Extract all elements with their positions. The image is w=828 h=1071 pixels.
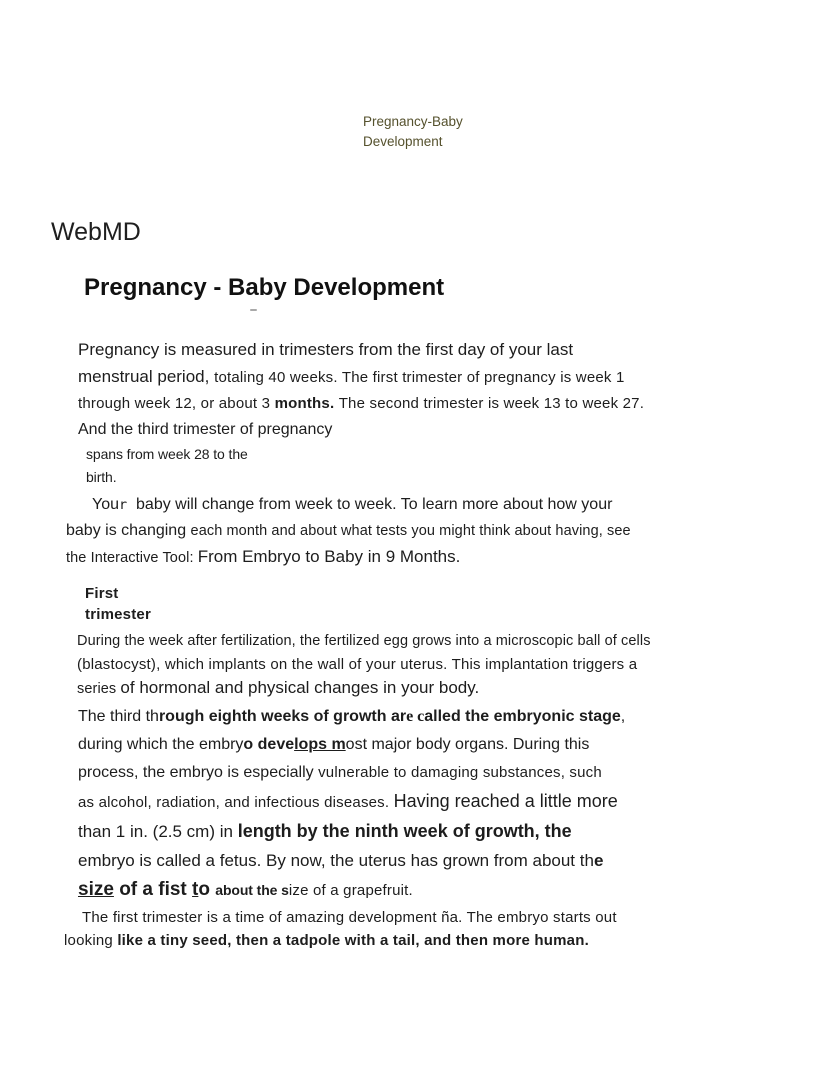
text-line — [77, 629, 651, 653]
text-run: as alcohol, radiation, and infectious diseases. — [78, 794, 394, 811]
text-run: process, the embryo is especially — [78, 764, 319, 781]
text-run: each month and about what tests you might think about having, see — [190, 523, 631, 539]
text-line — [78, 466, 644, 489]
text-line — [66, 544, 631, 571]
text-line — [78, 817, 625, 847]
text-run: baby is changing — [66, 522, 191, 539]
text-line — [78, 364, 644, 391]
text-run: o deve — [243, 736, 295, 753]
text-run: From Embryo to Baby in 9 Months. — [197, 547, 461, 566]
running-header — [363, 112, 463, 152]
text-run: length by the ninth week of growth, the — [237, 821, 572, 841]
text-line — [78, 847, 625, 876]
text-run: like a tiny seed, then a tadpole with a tail, and then more human. — [117, 932, 589, 949]
text-line — [78, 391, 644, 417]
smudge-mark — [250, 309, 257, 311]
paragraph-embryonic-stage — [78, 703, 625, 905]
running-header-line2: Development — [363, 134, 443, 149]
text-line — [66, 518, 631, 544]
text-run: r — [119, 497, 128, 513]
text-run: o — [198, 879, 216, 900]
text-run: lops m — [294, 736, 346, 753]
text-run: of hormonal and physical changes in your body. — [120, 678, 480, 697]
running-header-line1: Pregnancy-Baby — [363, 114, 463, 129]
text-run: ost major body organs. During this — [345, 736, 590, 753]
text-line — [77, 676, 651, 701]
text-line — [64, 929, 617, 952]
text-line — [77, 653, 651, 676]
paragraph-amazing-development — [64, 906, 617, 952]
text-run: alled the embryonic stage — [424, 708, 621, 725]
text-line — [78, 759, 625, 787]
text-run: birth. — [86, 469, 117, 485]
text-line — [78, 417, 644, 443]
text-run: baby will change from week to week. To learn more about how your — [127, 496, 613, 513]
paragraph-fertilization — [77, 629, 651, 701]
text-run: totaling 40 weeks. The first trimester of pregnancy is week 1 — [214, 369, 625, 386]
text-line — [78, 703, 625, 731]
text-run: First — [85, 585, 119, 602]
text-run: rough eighth weeks of growth ar — [158, 708, 407, 725]
text-run: the Interactive Tool: — [66, 550, 198, 566]
text-run: than 1 in. (2.5 cm) in — [78, 822, 238, 841]
text-run: , — [620, 708, 626, 725]
text-run: vulnerable to damaging substances, such — [318, 764, 602, 781]
text-run: looking — [64, 932, 118, 949]
text-run: e c — [406, 708, 425, 725]
paragraph-weekly-change — [66, 492, 631, 571]
document-title: Pregnancy - Baby Development — [84, 274, 445, 301]
text-run: trimester — [85, 606, 151, 623]
text-run: during which the embry — [78, 736, 244, 753]
text-line — [78, 337, 644, 364]
text-run: about the s — [215, 882, 289, 898]
text-run: The second trimester is week 13 to week 27. — [338, 395, 645, 412]
text-run: You — [92, 496, 119, 513]
text-run: size — [78, 879, 114, 900]
text-run: ize of a grapefruit. — [288, 882, 413, 899]
paragraph-trimester-overview — [78, 337, 644, 489]
text-run: series — [77, 681, 121, 697]
text-line — [66, 492, 631, 518]
text-line — [85, 583, 151, 604]
text-run: spans from week 28 to the — [86, 446, 248, 462]
text-run: The first trimester is a time of amazing development ña. The embryo starts out — [82, 909, 617, 926]
text-run: menstrual period, — [78, 367, 215, 386]
text-line — [78, 443, 644, 466]
text-line — [64, 906, 617, 929]
text-run: t — [192, 879, 199, 900]
text-run: through week 12, or about 3 — [78, 395, 275, 412]
text-run: e — [593, 851, 604, 870]
text-run: Having reached a little more — [393, 791, 618, 811]
text-line — [78, 876, 625, 905]
text-run: During the week after fertilization, the fertilized egg grows into a microscopic ball of cells — [77, 633, 651, 649]
text-line — [85, 604, 151, 625]
heading-first-trimester — [85, 583, 151, 625]
text-line — [78, 731, 625, 759]
text-line — [78, 787, 625, 817]
webmd-logo-text: WebMD — [51, 218, 141, 246]
text-run: And the third trimester of pregnancy — [78, 421, 333, 438]
text-run: months. — [274, 395, 339, 412]
text-run: embryo is called a fetus. By now, the uterus has grown from about th — [78, 851, 594, 870]
text-run: Pregnancy is measured in trimesters from the first day of your last — [78, 340, 574, 359]
text-run: of a fist — [113, 879, 193, 900]
text-run: The third th — [78, 708, 159, 725]
text-run: (blastocyst), which implants on the wall of your uterus. This implantation triggers a — [77, 656, 638, 673]
